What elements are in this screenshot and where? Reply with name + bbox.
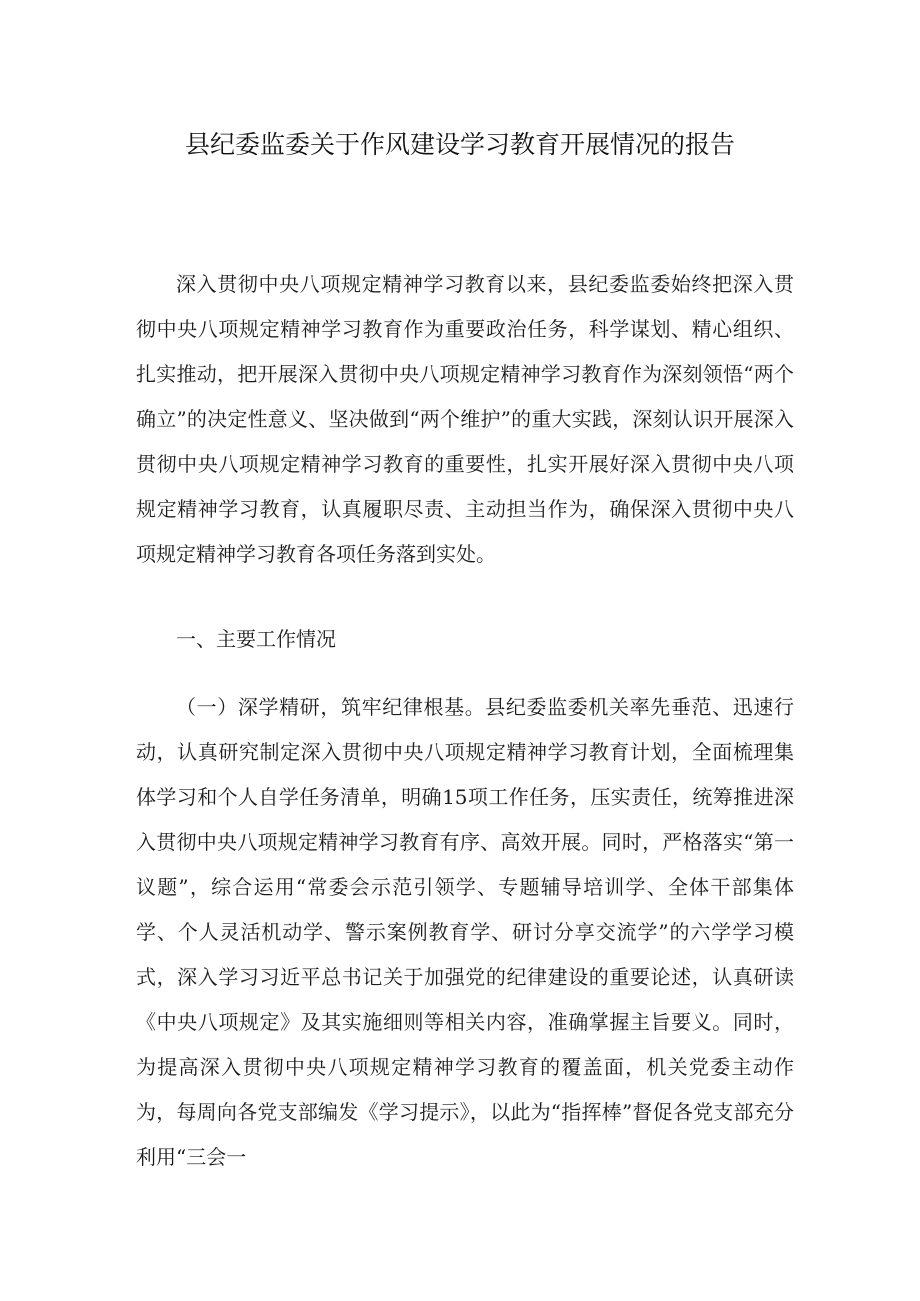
section-heading: 一、主要工作情况 xyxy=(176,627,336,651)
document-title: 县纪委监委关于作风建设学习教育开展情况的报告 xyxy=(184,130,735,159)
intro-paragraph: 深入贯彻中央八项规定精神学习教育以来，县纪委监委始终把深入贯彻中央八项规定精神学习教育作为重要政治任务，科学谋划、精心组织、扎实推动，把开展深入贯彻中央八项规定精神学习教育作为深刻领悟“两个确立”的决定性意义、坚决做到“两个维护”的重大实践，深刻认识开展深入贯彻中央八项规定精神学习教育的重要性，扎实开展好深入贯彻中央八项规定精神学习教育，认真履职尽责、主动担当作为，确保深入贯彻中央八项规定精神学习教育各项任务落到实处。 xyxy=(136,272,794,566)
work-item-1-paragraph: （一）深学精研，筑牢纪律根基。县纪委监委机关率先垂范、迅速行动，认真研究制定深入贯彻中央八项规定精神学习教育计划，全面梳理集体学习和个人自学任务清单，明确15项工作任务，压实责任，统筹推进深入贯彻中央八项规定精神学习教育有序、高效开展。同时，严格落实“第一议题”，综合运用“常委会示范引领学、专题辅导培训学、全体干部集体学、个人灵活机动学、警示案例教育学、研讨分享交流学”的六学学习模式，深入学习习近平总书记关于加强党的纪律建设的重要论述，认真研读《中央八项规定》及其实施细则等相关内容，准确掌握主旨要义。同时，为提高深入贯彻中央八项规定精神学习教育的覆盖面，机关党委主动作为，每周向各党支部编发《学习提示》，以此为“指挥棒”督促各党支部充分利用“三会一 xyxy=(136,695,794,1169)
